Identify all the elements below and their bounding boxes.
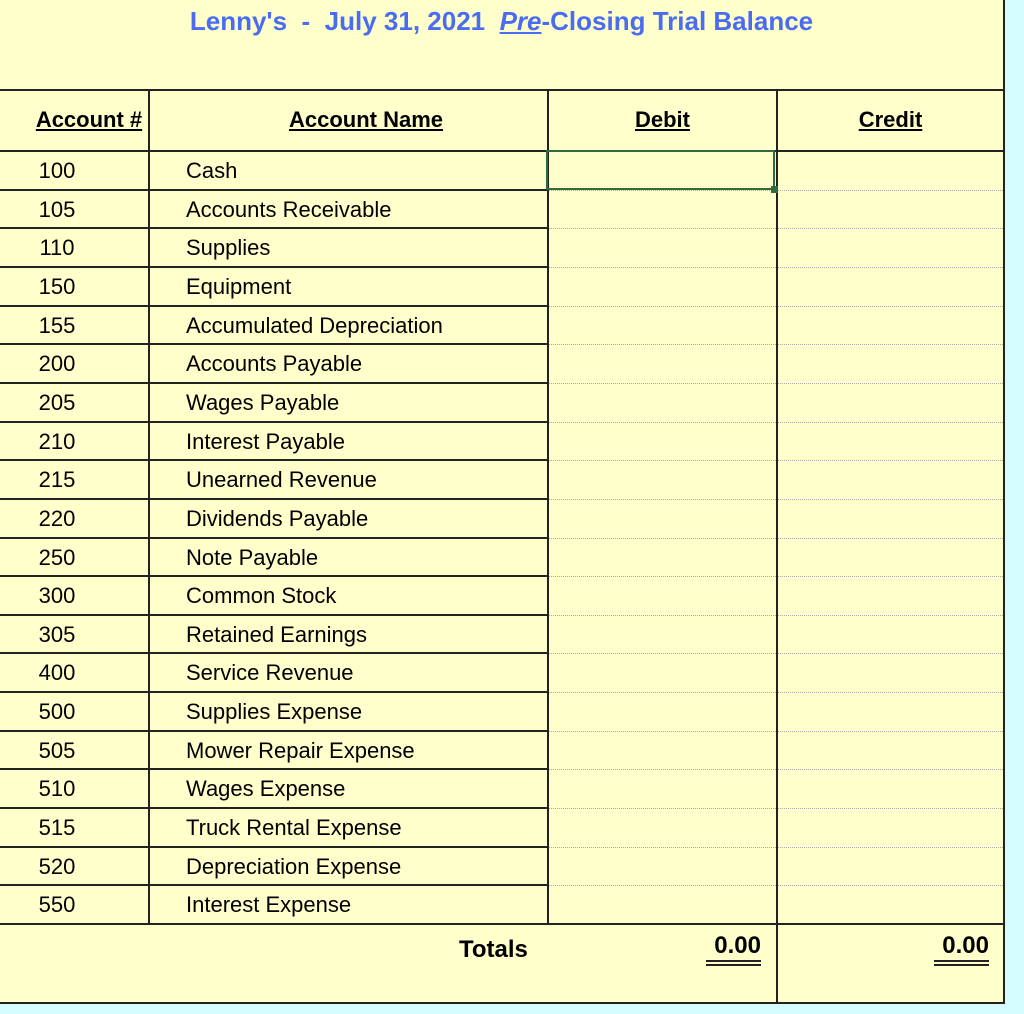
account-number-cell[interactable]: 300: [0, 577, 148, 616]
credit-cell[interactable]: [778, 461, 1003, 500]
table-row: [0, 268, 1003, 307]
table-row: [0, 384, 1003, 423]
totals-top-border: [0, 923, 1003, 925]
account-name-cell[interactable]: Accounts Receivable: [150, 191, 548, 230]
account-name-cell[interactable]: Dividends Payable: [150, 500, 548, 539]
debit-cell[interactable]: [549, 809, 776, 848]
credit-cell[interactable]: [778, 693, 1003, 732]
account-number-cell[interactable]: 520: [0, 848, 148, 887]
account-name-cell[interactable]: Service Revenue: [150, 654, 548, 693]
title-rest: -Closing Trial Balance: [541, 6, 814, 36]
credit-cell[interactable]: [778, 732, 1003, 771]
account-number-cell[interactable]: 210: [0, 423, 148, 462]
table-row: [0, 500, 1003, 539]
credit-cell[interactable]: [778, 809, 1003, 848]
account-number-cell[interactable]: 200: [0, 345, 148, 384]
title-date: July 31, 2021: [324, 6, 486, 36]
account-name-cell[interactable]: Cash: [150, 152, 548, 191]
credit-cell[interactable]: [778, 539, 1003, 578]
account-number-cell[interactable]: 510: [0, 770, 148, 809]
account-number-cell[interactable]: 400: [0, 654, 148, 693]
table-row: [0, 539, 1003, 578]
credit-cell[interactable]: [778, 654, 1003, 693]
account-name-cell[interactable]: Interest Expense: [150, 886, 548, 925]
title-pre: Pre: [499, 6, 542, 36]
account-name-cell[interactable]: Equipment: [150, 268, 548, 307]
credit-cell[interactable]: [778, 886, 1003, 925]
account-name-cell[interactable]: Mower Repair Expense: [150, 732, 548, 771]
table-row: [0, 152, 1003, 191]
table-top-border: [0, 89, 1003, 91]
credit-cell[interactable]: [778, 500, 1003, 539]
account-number-cell[interactable]: 100: [0, 152, 148, 191]
debit-cell[interactable]: [549, 654, 776, 693]
debit-cell[interactable]: [549, 268, 776, 307]
debit-cell[interactable]: [549, 616, 776, 655]
account-name-cell[interactable]: Accumulated Depreciation: [150, 307, 548, 346]
account-number-cell[interactable]: 220: [0, 500, 148, 539]
account-number-cell[interactable]: 305: [0, 616, 148, 655]
header-account-number: Account #: [35, 107, 143, 132]
credit-cell[interactable]: [778, 268, 1003, 307]
debit-cell[interactable]: [549, 500, 776, 539]
credit-cell[interactable]: [778, 229, 1003, 268]
debit-cell[interactable]: [549, 307, 776, 346]
table-row: [0, 229, 1003, 268]
debit-cell[interactable]: [549, 732, 776, 771]
account-name-cell[interactable]: Interest Payable: [150, 423, 548, 462]
account-name-cell[interactable]: Supplies Expense: [150, 693, 548, 732]
table-row: [0, 461, 1003, 500]
account-number-cell[interactable]: 155: [0, 307, 148, 346]
account-number-cell[interactable]: 250: [0, 539, 148, 578]
credit-cell[interactable]: [778, 423, 1003, 462]
credit-cell[interactable]: [778, 152, 1003, 191]
account-name-cell[interactable]: Accounts Payable: [150, 345, 548, 384]
credit-cell[interactable]: [778, 577, 1003, 616]
credit-cell[interactable]: [778, 770, 1003, 809]
account-number-cell[interactable]: 550: [0, 886, 148, 925]
account-number-cell[interactable]: 505: [0, 732, 148, 771]
debit-cell[interactable]: [549, 539, 776, 578]
account-name-cell[interactable]: Wages Payable: [150, 384, 548, 423]
account-number-cell[interactable]: 205: [0, 384, 148, 423]
debit-cell[interactable]: [549, 423, 776, 462]
account-name-cell[interactable]: Supplies: [150, 229, 548, 268]
account-number-cell[interactable]: 110: [0, 229, 148, 268]
account-name-cell[interactable]: Retained Earnings: [150, 616, 548, 655]
account-name-cell[interactable]: Wages Expense: [150, 770, 548, 809]
credit-cell[interactable]: [778, 307, 1003, 346]
account-name-cell[interactable]: Common Stock: [150, 577, 548, 616]
debit-cell[interactable]: [549, 384, 776, 423]
table-row: [0, 345, 1003, 384]
debit-cell[interactable]: [549, 770, 776, 809]
debit-cell[interactable]: [549, 229, 776, 268]
title-company: Lenny's: [189, 6, 288, 36]
table-row: [0, 577, 1003, 616]
debit-cell[interactable]: [549, 461, 776, 500]
debit-cell[interactable]: [549, 848, 776, 887]
table-row: [0, 616, 1003, 655]
header-account-name: Account Name: [288, 107, 444, 132]
selected-cell-cursor[interactable]: [546, 150, 775, 190]
debit-cell[interactable]: [549, 886, 776, 925]
account-number-cell[interactable]: 215: [0, 461, 148, 500]
table-row: [0, 191, 1003, 230]
credit-cell[interactable]: [778, 191, 1003, 230]
debit-cell[interactable]: [549, 345, 776, 384]
table-row: [0, 654, 1003, 693]
table-row: [0, 848, 1003, 887]
debit-cell[interactable]: [549, 693, 776, 732]
credit-cell[interactable]: [778, 848, 1003, 887]
account-number-cell[interactable]: 150: [0, 268, 148, 307]
header-credit: Credit: [858, 107, 923, 132]
credit-cell[interactable]: [778, 384, 1003, 423]
table-row: [0, 886, 1003, 925]
account-name-cell[interactable]: Note Payable: [150, 539, 548, 578]
total-credit[interactable]: 0.00: [934, 932, 989, 966]
credit-cell[interactable]: [778, 616, 1003, 655]
account-name-cell[interactable]: Depreciation Expense: [150, 848, 548, 887]
debit-cell[interactable]: [549, 577, 776, 616]
table-row: [0, 770, 1003, 809]
credit-cell[interactable]: [778, 345, 1003, 384]
table-row: [0, 809, 1003, 848]
table-row: [0, 307, 1003, 346]
sheet-title: [0, 6, 1003, 37]
account-name-cell[interactable]: Truck Rental Expense: [150, 809, 548, 848]
total-debit[interactable]: 0.00: [706, 932, 761, 966]
debit-cell[interactable]: [549, 191, 776, 230]
account-number-cell[interactable]: 515: [0, 809, 148, 848]
table-row: [0, 732, 1003, 771]
account-name-cell[interactable]: Unearned Revenue: [150, 461, 548, 500]
header-debit: Debit: [635, 107, 690, 132]
account-number-cell[interactable]: 105: [0, 191, 148, 230]
account-number-cell[interactable]: 500: [0, 693, 148, 732]
table-row: [0, 423, 1003, 462]
totals-label: Totals: [459, 936, 528, 963]
table-row: [0, 693, 1003, 732]
title-separator: -: [301, 6, 311, 36]
